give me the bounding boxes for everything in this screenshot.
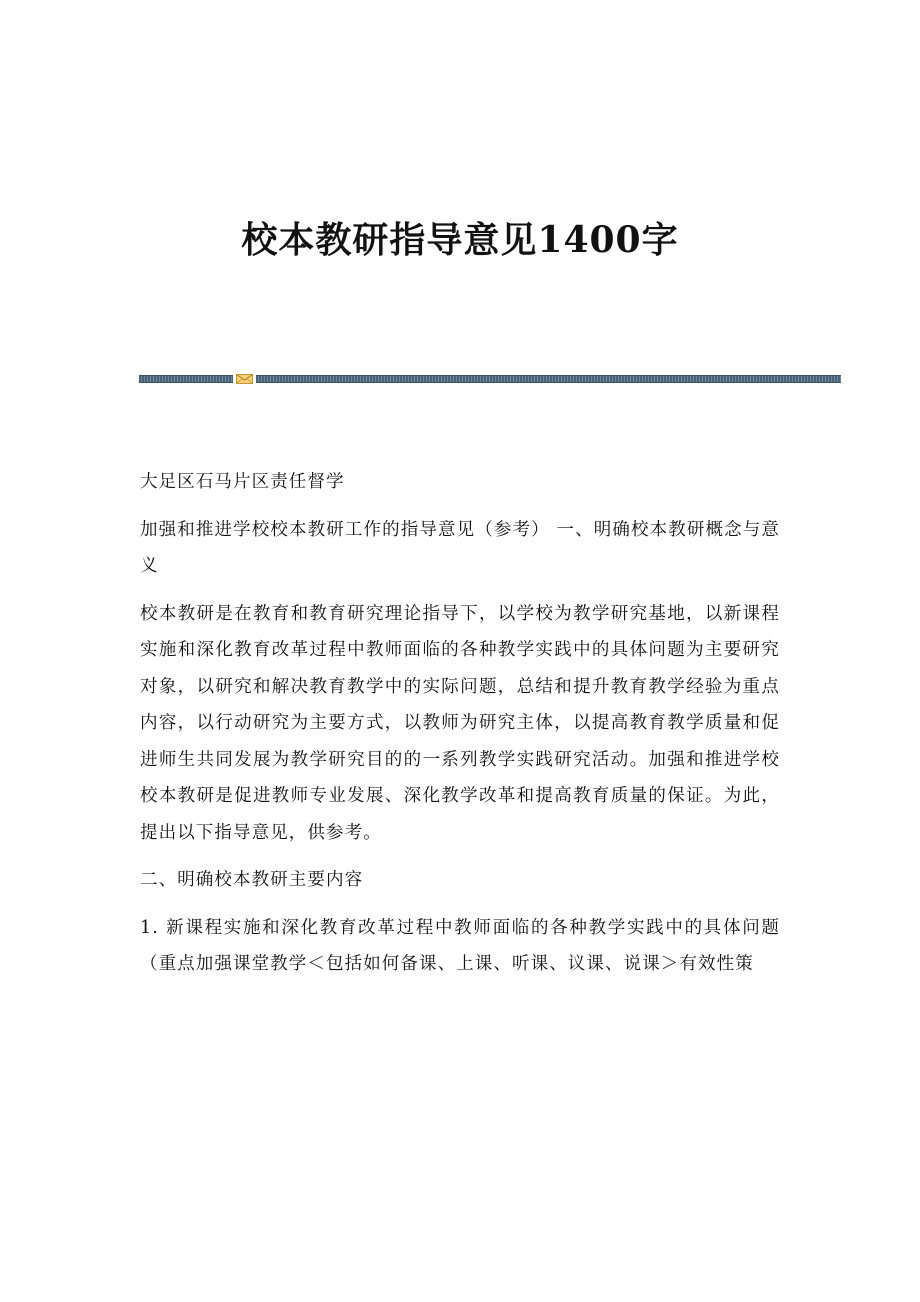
divider-bar-left: [139, 375, 233, 383]
document-title: 校本教研指导意见1400字: [241, 219, 679, 261]
section-heading: 二、明确校本教研主要内容: [140, 870, 364, 890]
divider-bar-right: [256, 375, 841, 383]
document-body: [140, 464, 780, 994]
list-item: 1. 新课程实施和深化教育改革过程中教师面临的各种教学实践中的具体问题（重点加强课堂教学＜包括如何备课、上课、听课、议课、说课＞有效性策: [140, 917, 780, 974]
envelope-ornament-icon: [236, 374, 253, 384]
body-paragraph: 校本教研是在教育和教育研究理论指导下，以学校为教学研究基地，以新课程实施和深化教育改革过程中教师面临的各种教学实践中的具体问题为主要研究对象，以研究和解决教育教学中的实际问题，总结和提升教育教学经验为重点内容，以行动研究为主要方式，以教师为研究主体，以提高教育教学质量和促进师生共同发展为教学研究目的的一系列教学实践研究活动。加强和推进学校校本教研是促进教师专业发展、深化教学改革和提高教育质量的保证。为此，提出以下指导意见，供参考。: [140, 603, 780, 843]
subtitle-paragraph: 加强和推进学校校本教研工作的指导意见（参考） 一、明确校本教研概念与意义: [140, 519, 780, 576]
author-line: 大足区石马片区责任督学: [140, 472, 345, 492]
title-divider: [139, 374, 841, 384]
